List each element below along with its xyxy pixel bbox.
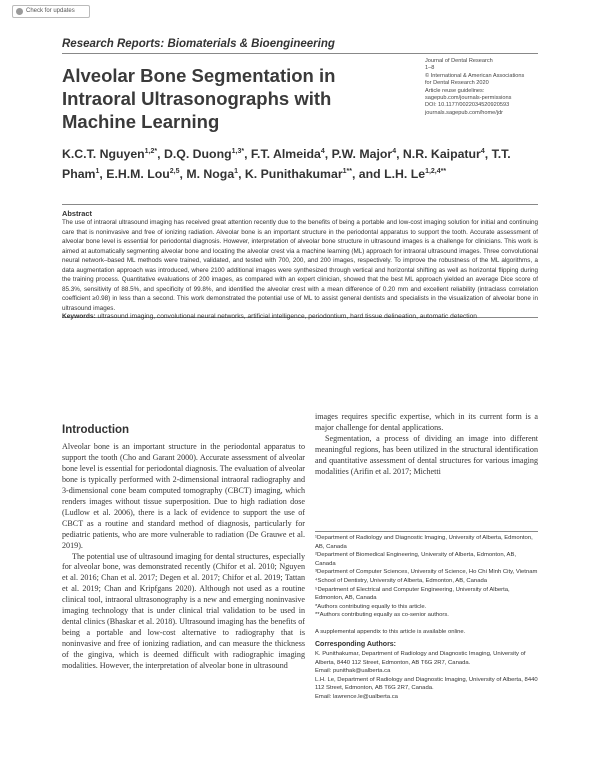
corresponding-address: L.H. Le, Department of Radiology and Diagnostic Imaging, University of Alberta, 8440 112 Street, Edmonton, AB T6G 2R7, Canada.	[315, 676, 538, 692]
corresponding-email[interactable]: Email: lawrence.le@ualberta.ca	[315, 693, 398, 700]
author-note: *Authors contributing equally to this article.	[315, 603, 427, 610]
author: , T.T. Pham	[62, 147, 511, 182]
intro-paragraph: The potential use of ultrasound imaging for dental structures, especially for alveolar bone, was demonstrated recently (Chifor et al. 2010; Nguyen et al. 2016; Chan et al. 2017; Degen et al. 2017; Chifor et al. 2019; Tattan et al. 2019; Chan and Kripfgans 2020). Although not used as a routine clinical tool, intraoral ultrasonography is a new and emerging noninvasive imaging technology that is under clinical trial validation to be used in dental clinics (Bhaskar et al. 2018). Ultrasound imaging has the benefits of being a portable and low-cost alternative to radiography that is noninvasive and free of ionizing radiation, and can measure the thickness of the gingiva, which is deemed difficult with radiographic imaging modalities. However, the interpretation of alveolar bone in ultrasound	[62, 551, 305, 671]
author: , F.T. Almeida	[244, 147, 321, 162]
affiliation-item: ⁴School of Dentistry, University of Alberta, Edmonton, AB, Canada	[315, 577, 488, 584]
check-updates-icon	[16, 8, 23, 15]
author-affiliation: 4	[320, 148, 325, 155]
corresponding-address: K. Punithakumar, Department of Radiology and Diagnostic Imaging, University of Alberta, 8440 112 Street, Edmonton, AB T6G 2R7, Canada.	[315, 651, 526, 666]
intro-paragraph: Segmentation, a process of dividing an image into different meaningful regions, has been utilized in the structural identification and quantitative assessment of dental structures for various imaging modalities (Arifin et al. 2017; Michetti	[315, 433, 538, 476]
author-affiliation: 4	[480, 148, 485, 155]
author: , K. Punithakumar	[238, 167, 343, 182]
author-affiliation: 1,2*	[144, 148, 158, 155]
journal-line: 1–8	[425, 65, 435, 72]
left-column	[62, 442, 305, 672]
author-affiliation: 1	[234, 168, 239, 176]
affiliations	[315, 534, 538, 620]
keywords-label: Keywords:	[62, 313, 96, 320]
journal-line: Journal of Dental Research	[425, 58, 493, 64]
intro-paragraph: Alveolar bone is an important structure in the periodontal apparatus to support the tooth (Cho and Garant 2000). Accurate assessment of alveolar bone level is essential for periodontal diagnosis. The evaluation of alveolar bone is typically performed with 2-dimensional intraoral radiography and 3-dimensional cone beam computed tomography (CBCT) imaging, which renders images without tissue superposition. Due to high radiation dose (Ludlow et al. 2006), there is a lack of evidence to support the use of CBCT as a routine and standard method of diagnosis, particularly for pediatric patients, who are more vulnerable to radiation (De Grauwe et al. 2019).	[62, 442, 305, 550]
abstract-text: The use of intraoral ultrasound imaging has received great attention recently due to the benefits of being a portable and low-cost imaging solution for initial and continuing care that is noninvasive and free of ionizing radiation. Alveolar bone is an important structure in the periodontal apparatus to support the tooth. Accurate assessment of alveolar bone level is essential for periodontal diagnosis. However, interpretation of alveolar bone structure in ultrasound images is a challenge for clinicians. This work is aimed at automatically segmenting alveolar bone and locating the alveolar crest via a machine learning (ML) approach for intraoral ultrasound images. Three convolutional neural network–based ML methods were trained, validated, and tested with 700, 200, and 200 images, respectively. To improve the robustness of the ML algorithms, a data augmentation approach was introduced, where 2100 additional images were synthesized through vertical and horizontal shifting as well as horizontal flipping during the training process. Quantitative evaluations of 200 images, as compared with an expert clinician, showed that the best ML approach yielded an average Dice score of 85.3%, sensitivity of 88.5%, and specificity of 99.8%, and identified the alveolar crest with a mean difference of 0.20 mm and excellent reliability (intraclass correlation coefficient ≥0.98) in less than a second. This work demonstrated the potential use of ML to assist general dentists and specialists in the visualization of alveolar bone in ultrasound images.	[62, 219, 538, 312]
author: , P.W. Major	[324, 147, 393, 162]
keywords-text: ultrasound imaging, convolutional neural networks, artificial intelligence, periodontium, hard tissue delineation, automatic detection	[95, 313, 477, 320]
affiliation-item: ²Department of Biomedical Engineering, University of Alberta, Edmonton, AB, Canada	[315, 552, 517, 567]
journal-line: for Dental Research 2020	[425, 80, 489, 87]
author-affiliation: 1	[95, 168, 100, 176]
keywords	[62, 312, 538, 322]
author: , D.Q. Duong	[157, 147, 232, 162]
author: K.C.T. Nguyen	[62, 147, 145, 162]
corresponding-heading: Corresponding Authors:	[315, 641, 397, 648]
author: , N.R. Kaipatur	[396, 147, 481, 162]
corresponding-authors	[315, 650, 538, 702]
author-affiliation: 1,3*	[231, 148, 245, 155]
author: , M. Noga	[179, 167, 235, 182]
author-list	[62, 143, 542, 183]
journal-info	[425, 58, 560, 117]
journal-line: Article reuse guidelines:	[425, 87, 485, 94]
intro-paragraph: images requires specific expertise, which in its current form is a major challenge for dental applications.	[315, 412, 538, 432]
check-for-updates-badge[interactable]	[12, 5, 90, 18]
journal-home-link[interactable]: journals.sagepub.com/home/jdr	[425, 109, 504, 116]
header-rule	[62, 53, 538, 54]
author: , and L.H. Le	[351, 167, 426, 182]
intro-heading: Introduction	[62, 424, 130, 436]
affiliation-item: ⁵Department of Electrical and Computer Engineering, University of Alberta, Edmonton, AB, Canada	[315, 586, 510, 602]
author-affiliation: 4	[392, 148, 397, 155]
author-affiliation: 1**	[342, 168, 352, 176]
journal-line[interactable]: sagepub.com/journals-permissions	[425, 95, 512, 102]
section-label: Research Reports: Biomaterials & Bioengineering	[62, 38, 335, 50]
check-updates-label: Check for updates	[26, 8, 75, 14]
right-column	[315, 412, 538, 478]
corresponding-email[interactable]: Email: punithak@ualberta.ca	[315, 668, 391, 675]
supplement-note: A supplemental appendix to this article is available online.	[315, 629, 466, 635]
author-affiliation: 1,2,4**	[425, 168, 447, 176]
affiliation-item: ³Department of Computer Sciences, University of Science, Ho Chi Minh City, Vietnam	[315, 569, 538, 576]
journal-line: © International & American Associations	[425, 72, 525, 79]
author-affiliation: 2,5	[169, 168, 180, 176]
journal-doi[interactable]: DOI: 10.1177/0022034520920593	[425, 102, 510, 109]
abstract-heading: Abstract	[62, 209, 92, 218]
footnote-rule	[315, 531, 538, 532]
affiliation-item: ¹Department of Radiology and Diagnostic Imaging, University of Alberta, Edmonton, AB, Canada	[315, 535, 533, 550]
author-note: **Authors contributing equally as co-senior authors.	[315, 612, 449, 619]
article-title: Alveolar Bone Segmentation in Intraoral Ultrasonographs with Machine Learning	[62, 65, 336, 132]
author: , E.H.M. Lou	[99, 167, 170, 182]
